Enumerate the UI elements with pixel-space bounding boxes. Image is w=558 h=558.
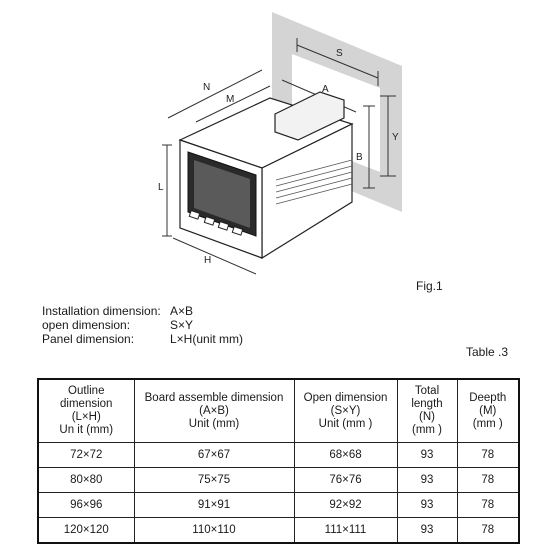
table-cell: 111×111 [294,518,397,544]
table-caption: Table .3 [466,345,509,359]
table-cell: 91×91 [134,493,294,518]
table-row [38,493,519,518]
label-b: B [356,152,363,163]
table-cell: 75×75 [134,468,294,493]
table-cell: 93 [397,468,457,493]
table-header-row [38,379,519,443]
label-n: N [203,82,211,93]
table-cell: 120×120 [38,518,134,544]
dimension-key: Panel dimension: [42,332,135,346]
dimension-key: Installation dimension: [42,304,161,318]
table-row [38,443,519,468]
table-cell: 93 [397,443,457,468]
dimension-table [37,378,520,544]
table-row [38,468,519,493]
table-row [38,518,519,544]
table-cell: 67×67 [134,443,294,468]
header-total-length: Total length (N) (mm ) [397,379,457,443]
table-cell: 80×80 [38,468,134,493]
table-cell: 96×96 [38,493,134,518]
header-open-dimension: Open dimension (S×Y) Unit (mm ) [294,379,397,443]
table-cell: 110×110 [134,518,294,544]
figure-caption: Fig.1 [416,279,443,293]
label-m: M [226,94,235,105]
dimension-key: open dimension: [42,318,131,332]
table-cell: 92×92 [294,493,397,518]
dimension-value: S×Y [170,318,194,332]
table-cell: 78 [457,518,519,544]
table-cell: 93 [397,493,457,518]
table-cell: 78 [457,493,519,518]
table-cell: 76×76 [294,468,397,493]
table-cell: 78 [457,443,519,468]
header-outline-dimension: Outline dimension (L×H) Un it (mm) [38,379,134,443]
meter-dimension-drawing [0,0,558,275]
label-l: L [158,182,164,193]
dimension-value: L×H(unit mm) [170,332,244,346]
label-s: S [336,48,343,59]
label-h: H [204,255,212,266]
label-a: A [322,84,329,95]
header-board-assemble-dimension: Board assemble dimension (A×B) Unit (mm) [134,379,294,443]
label-y: Y [392,132,399,143]
table-cell: 93 [397,518,457,544]
table-cell: 78 [457,468,519,493]
table-cell: 68×68 [294,443,397,468]
header-deepth: Deepth (M) (mm ) [457,379,519,443]
table-cell: 72×72 [38,443,134,468]
dimension-value: A×B [170,304,194,318]
